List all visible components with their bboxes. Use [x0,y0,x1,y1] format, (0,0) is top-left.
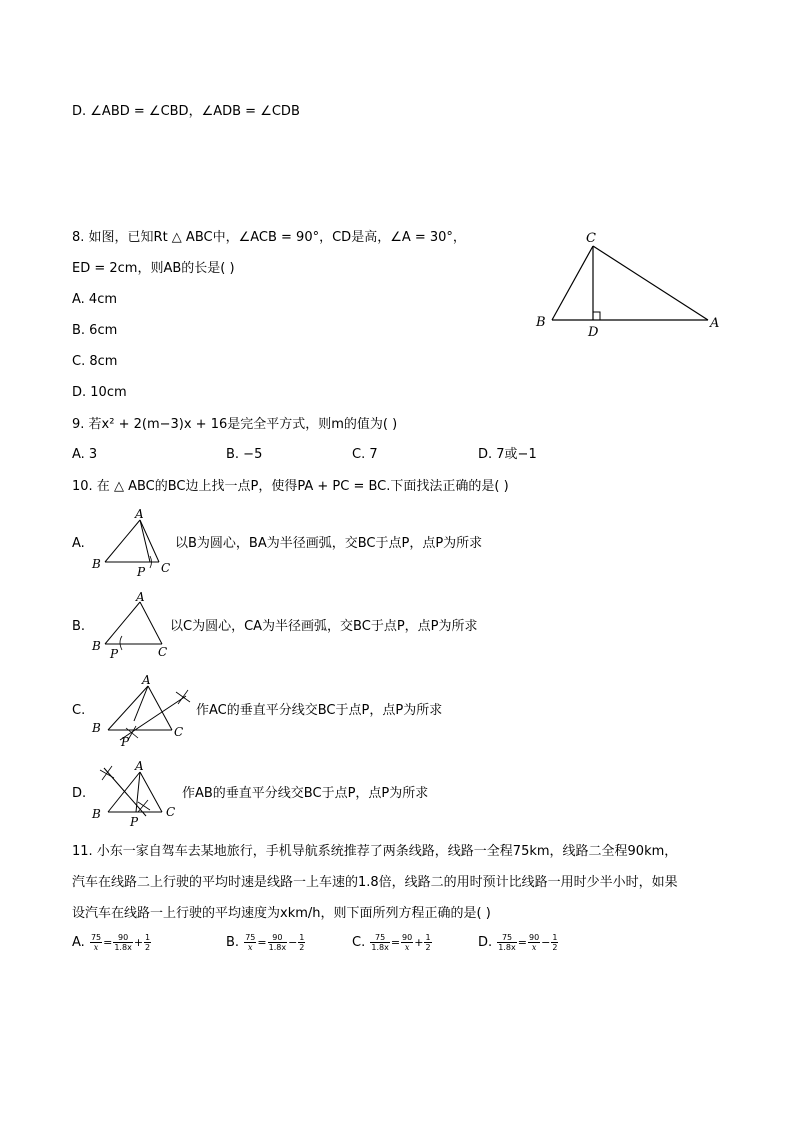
numerator: 1 [145,933,151,942]
q8-triangle-figure [530,226,730,341]
q10b-label-b: B [92,639,101,653]
q10c-label-c: C [174,725,184,739]
q10d-label-p: P [130,815,139,829]
q11-stem-line2: 汽车在线路二上行驶的平均时速是线路一上车速的1.8倍，线路二的用时预计比线路一用时少半小时，如果 [72,875,678,890]
denominator: 1.8x [114,943,132,952]
q11-option-a: A. $\frac{75}{x}$ = $\frac{90}{1.8x}$ + $\frac{1}{2}$ [72,933,151,952]
q9-option-c: C. 7 [352,447,378,462]
denominator: x [531,943,537,952]
q8-option-c: C. 8cm [72,354,118,369]
numerator: 1 [299,933,305,942]
q10-option-b-figure [90,590,175,662]
numerator: 1 [425,933,431,942]
denominator: 1.8x [268,943,287,952]
numerator: 75 [90,933,102,942]
numerator: 75 [370,933,389,943]
q9-option-d: D. 7或−1 [478,447,537,462]
q10-option-d-label: D. [72,786,87,801]
q10a-label-a: A [135,507,144,521]
denominator: 1.8x [371,943,389,952]
q8-label-d: D [588,325,599,340]
q10-option-a-label: A. [72,536,85,551]
q11-option-a-label: A. [72,935,85,950]
q10b-label-a: A [136,590,145,604]
q8-label-b: B [536,315,546,330]
q11-option-b: B. $\frac{75}{x}$ = $\frac{90}{1.8x}$ − $\frac{1}{2}$ [226,933,305,952]
operator: + [133,935,144,949]
q10b-label-p: P [110,647,119,661]
q9-stem: 9. 若x² + 2(m−3)x + 16是完全平方式，则m的值为( ) [72,417,398,432]
denominator: x [248,943,253,952]
q10-option-c-figure [90,668,196,748]
denominator: x [93,943,99,952]
fraction [401,933,413,952]
q10-option-a-text: 以B为圆心，BA为半径画弧，交BC于点P，点P为所求 [175,536,483,551]
q9-option-a: A. 3 [72,447,98,462]
denominator: 2 [145,943,151,952]
fraction [244,933,256,952]
denominator: 1.8x [498,943,516,952]
q11-option-c-label: C. [352,935,366,950]
q10d-label-a: A [135,759,144,773]
q10-option-c-text: 作AC的垂直平分线交BC于点P，点P为所求 [196,703,443,718]
operator: − [541,935,551,949]
numerator: 90 [113,933,132,943]
q8-label-a: A [710,316,720,331]
denominator: 2 [299,943,305,952]
numerator: 1 [552,933,558,942]
fraction [113,933,132,952]
q10-stem: 10. 在 △ ABC的BC边上找一点P，使得PA + PC = BC.下面找法正确的是( ) [72,479,509,494]
q10a-label-p: P [137,565,146,578]
q10d-label-c: C [166,805,176,819]
numerator: 90 [268,933,287,943]
q11-option-d: D. $\frac{75}{1.8x}$ = $\frac{90}{x}$ − $\frac{1}{2}$ [478,933,558,952]
denominator: 2 [552,943,558,952]
q8-option-a: A. 4cm [72,292,118,307]
q8-stem-line1: 8. 如图，已知Rt △ ABC中，∠ACB = 90°，CD是高，∠A = 30°， [72,230,466,245]
q11-option-c: C. $\frac{75}{1.8x}$ = $\frac{90}{x}$ + $\frac{1}{2}$ [352,933,431,952]
q10c-label-p: P [121,735,130,748]
q11-stem-line3: 设汽车在线路一上行驶的平均速度为xkm/h，则下面所列方程正确的是( ) [72,906,491,921]
denominator: 2 [425,943,431,952]
numerator: 90 [528,933,540,942]
q10c-label-b: B [92,721,101,735]
operator: + [414,935,424,949]
fraction [144,933,151,952]
numerator: 75 [497,933,516,943]
numerator: 75 [245,933,256,942]
q9-option-b: B. −5 [226,447,263,462]
fraction [497,933,516,952]
fraction [551,933,558,952]
q7-option-d: D. ∠ABD = ∠CBD，∠ADB = ∠CDB [72,104,300,119]
q10a-label-c: C [161,561,171,575]
fraction [268,933,287,952]
q10-option-b-text: 以C为圆心，CA为半径画弧，交BC于点P，点P为所求 [170,619,478,634]
q11-option-b-label: B. [226,935,240,950]
fraction [424,933,431,952]
fraction [90,933,102,952]
numerator: 90 [402,933,413,942]
denominator: x [404,943,410,952]
q8-option-b: B. 6cm [72,323,118,338]
q10a-label-b: B [92,557,101,571]
q10c-label-a: A [142,673,151,687]
q8-stem-line2: ED = 2cm，则AB的长是( ) [72,261,235,276]
q10-option-b-label: B. [72,619,86,634]
operator: − [288,935,298,949]
q10-option-c-label: C. [72,703,86,718]
q11-option-d-label: D. [478,935,493,950]
q8-label-c: C [586,231,596,246]
q10-option-a-figure [90,506,175,578]
q11-stem-line1: 11. 小东一家自驾车去某地旅行，手机导航系统推荐了两条线路，线路一全程75km，线路二全程90km， [72,844,678,859]
fraction [370,933,389,952]
q10-option-d-text: 作AB的垂直平分线交BC于点P，点P为所求 [182,786,429,801]
q8-option-d: D. 10cm [72,385,127,400]
q10-option-d-figure [88,758,182,832]
q10d-label-b: B [92,807,101,821]
fraction [298,933,305,952]
fraction [528,933,540,952]
q10b-label-c: C [158,645,168,659]
